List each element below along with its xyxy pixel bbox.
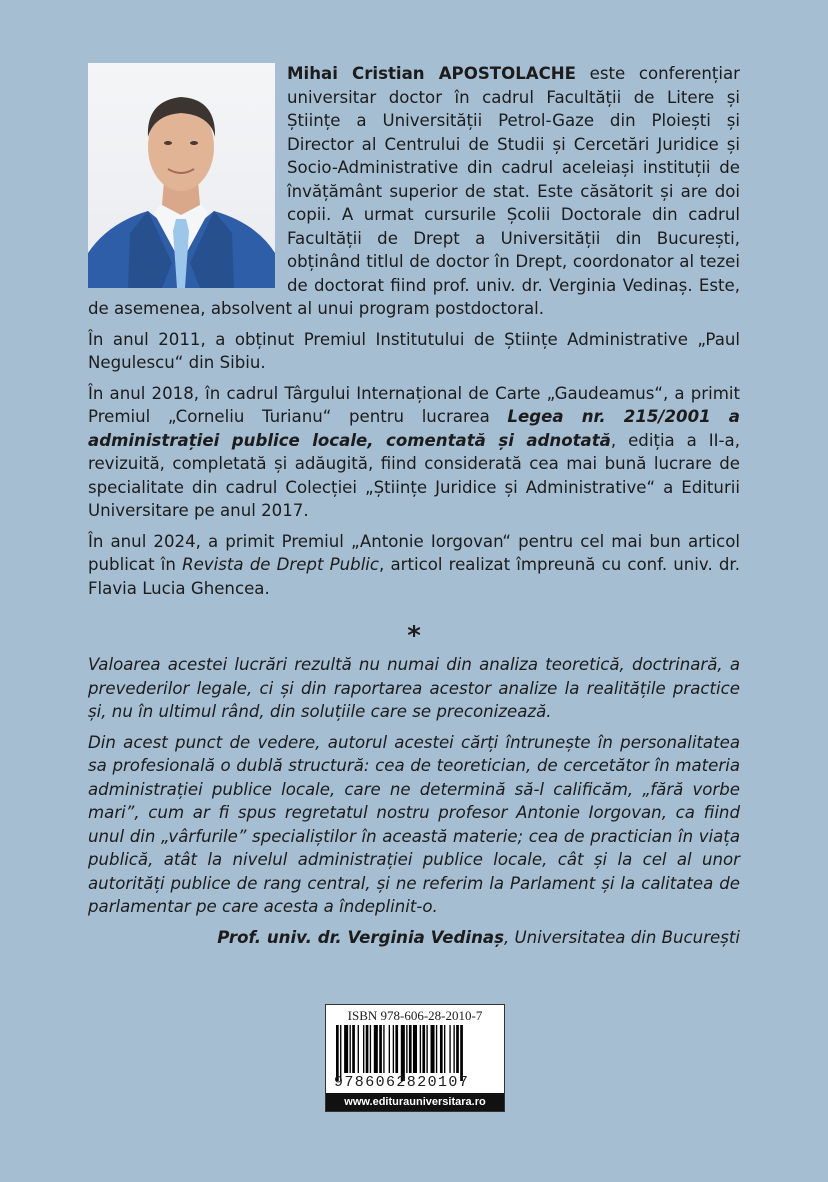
barcode-bar xyxy=(413,1025,417,1073)
back-cover-text xyxy=(88,62,740,956)
barcode-bar xyxy=(374,1025,378,1073)
barcode-bar xyxy=(383,1025,384,1073)
paragraph-2018-text-a: În anul 2018, în cadrul Târgului Internațional de Carte „Gaudeamus“, a primit Premiul „Corneliu Turianu“ pentru lucrarea xyxy=(88,383,740,426)
paragraph-2024-text-b: , articol realizat împreună cu conf. univ. dr. Flavia Lucia Ghencea. xyxy=(88,555,740,598)
review-paragraph-2: Din acest punct de vedere, autorul acestei cărți întrunește în personalitatea sa profesională o dublă structură: cea de teoretician, de cercetător în materia administrației publice locale, care ne determină să-l calificăm, „fără vorbe mari”, cum ar fi spus regretatul nostru profesor Antonie Iorgovan, ca fiind unul din „vârfurile” specialiștilor în această materie; cea de practician în viața publică, atât la nivelul administrației publice locale, cât și la cel al unor autorități publice de rang central, și ne referim la Parlament și la calitatea de parlamentar pe care acesta a îndeplinit-o. xyxy=(88,732,740,916)
isbn-label: ISBN 978-606-28-2010-7 xyxy=(347,1008,483,1023)
author-name: Mihai Cristian xyxy=(287,64,439,83)
barcode-bar xyxy=(370,1025,371,1073)
barcode-bar xyxy=(366,1025,369,1073)
barcode-bar xyxy=(426,1025,427,1073)
barcode-bar xyxy=(431,1025,435,1073)
barcode-bar xyxy=(389,1025,390,1073)
barcode-bar xyxy=(440,1025,443,1073)
barcode-bars xyxy=(336,1025,496,1081)
barcode-digits: 9786062820107 xyxy=(334,1074,470,1091)
barcode-bar xyxy=(395,1025,398,1073)
reviewer-name: Prof. univ. dr. Verginia Vedinaș xyxy=(217,927,504,947)
review-paragraph-1: Valoarea acestei lucrări rezultă nu numai din analiza teoretică, doctrinară, a prevederilor legale, ci și din raportarea acestor analize la realitățile practice și, nu în ultimul rând, din soluțiile care se preconizează. xyxy=(88,655,740,721)
book-title: Legea nr. 215/2001 a administrației publice locale, comentată și adnotată xyxy=(88,407,740,450)
author-photo xyxy=(88,63,275,288)
barcode-bar xyxy=(444,1025,445,1073)
barcode-bar xyxy=(409,1025,412,1073)
barcode-bar xyxy=(453,1025,454,1073)
barcode-bar xyxy=(420,1025,421,1073)
barcode-bar xyxy=(363,1025,364,1073)
barcode-bar xyxy=(422,1025,425,1073)
author-surname: APOSTOLACHE xyxy=(438,64,577,83)
barcode-bar xyxy=(358,1025,359,1073)
barcode-bar xyxy=(344,1025,348,1073)
journal-title: Revista de Drept Public xyxy=(182,555,380,574)
reviewer-affiliation: , Universitatea din București xyxy=(503,927,740,947)
barcode-bar xyxy=(350,1025,351,1073)
paragraph-2018-text-b: , ediția a II-a, revizuită, completată și adăugită, fiind considerată cea mai bună lucrare de specialitate din cadrul Colecției „Științe Juridice și Administrative“ a Editurii Universitare pe anul 2017. xyxy=(88,430,740,520)
barcode-bar xyxy=(352,1025,355,1073)
isbn-barcode xyxy=(325,1004,505,1112)
paragraph-2024 xyxy=(88,530,740,601)
author-portrait-illustration xyxy=(88,63,275,288)
review-signature xyxy=(88,926,740,950)
paragraph-2018 xyxy=(88,382,740,523)
paragraph-2024-text-a: În anul 2024, a primit Premiul „Antonie Iorgovan“ pentru cel mai bun articol publicat în xyxy=(88,531,740,574)
barcode-bar xyxy=(460,1025,463,1081)
barcode-bar xyxy=(379,1025,382,1073)
author-bio-text: este conferențiar universitar doctor în cadrul Facultății de Litere și Științe a Universității Petrol-Gaze din Ploiești și Director al Centrului de Studii și Cercetări Juridice și Socio-Administrative din cadrul aceleiași instituții de învățământ superior de stat. Este căsătorit și are doi copii. A urmat cursurile Școlii Doctorale din cadrul Facultății de Drept a Universității din București, obținând titlul de doctor în Drept, coordonator al tezei de doctorat fiind prof. univ. dr. Verginia Vedinaș. Este, de asemenea, absolvent al unui program postdoctoral. xyxy=(88,64,740,318)
barcode-bar xyxy=(340,1025,341,1081)
review-quote xyxy=(88,653,740,919)
barcode-bar xyxy=(393,1025,394,1073)
paragraph-2011: În anul 2011, a obținut Premiul Institutului de Științe Administrative „Paul Negulescu“ din Sibiu. xyxy=(88,329,740,372)
section-separator: * xyxy=(407,621,421,651)
barcode-bar xyxy=(406,1025,407,1073)
barcode-bar xyxy=(336,1025,339,1081)
publisher-website: www.editurauniversitara.ro xyxy=(326,1093,504,1111)
barcode-bar xyxy=(449,1025,450,1073)
barcode-bar xyxy=(401,1025,405,1081)
barcode-bar xyxy=(456,1025,459,1073)
barcode-bar xyxy=(436,1025,437,1073)
